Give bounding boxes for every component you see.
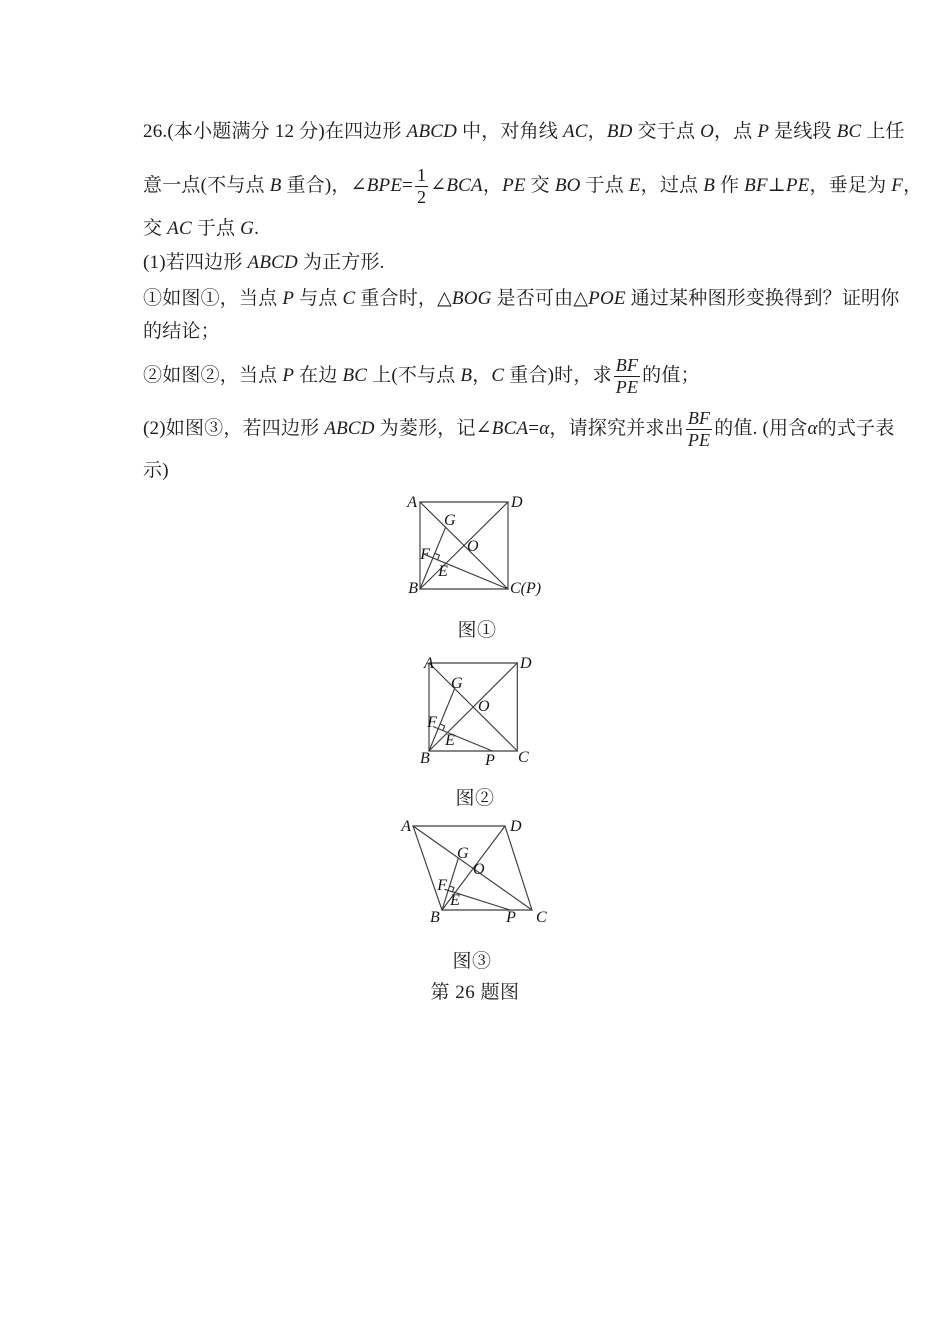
fraction-denominator: PE (615, 376, 639, 397)
point-label-g: G (444, 512, 456, 529)
figure-3-caption: 图③ (452, 951, 492, 972)
line8-text-post: 的值. (用含α的式子表 (714, 418, 895, 440)
fraction-denominator: 2 (417, 186, 427, 207)
fraction-one-half (415, 166, 428, 207)
point-label-b: B (430, 909, 440, 926)
problem-line-2 (143, 161, 922, 211)
point-label-g: G (451, 675, 463, 692)
fraction-numerator: BF (615, 354, 639, 375)
fraction-numerator: BF (687, 407, 711, 428)
figure-3-diagram (390, 815, 570, 930)
line2-text-post: ∠BCA，PE 交 BO 于点 E，过点 B 作 BF⊥PE，垂足为 F， (430, 175, 923, 197)
part1-heading: (1)若四边形 ABCD 为正方形. (143, 252, 385, 273)
part2-continuation: 示) (143, 460, 169, 481)
problem-line-3: 交 AC 于点 G. (143, 218, 260, 239)
fraction-numerator: 1 (417, 164, 427, 185)
figure-2-diagram (405, 650, 580, 775)
line8-text-pre: (2)如图③，若四边形 ABCD 为菱形，记∠BCA=α，请探究并求出 (143, 418, 684, 440)
line2-text-pre: 意一点(不与点 B 重合)，∠BPE= (143, 175, 414, 197)
point-label-f: F (420, 546, 430, 563)
point-label-c: C (518, 749, 529, 766)
fraction-bf-pe (614, 356, 640, 397)
problem-line-1: 26.(本小题满分 12 分)在四边形 ABCD 中，对角线 AC，BD 交于点 O，点 P 是线段 BC 上任 (143, 121, 905, 142)
point-label-d: D (520, 655, 532, 672)
point-label-c: C (536, 909, 547, 926)
point-label-d: D (511, 494, 523, 511)
point-label-o: O (473, 861, 485, 878)
point-label-g: G (457, 845, 469, 862)
point-label-c-p: C(P) (510, 580, 542, 597)
point-label-d: D (510, 818, 522, 835)
point-label-p: P (485, 752, 495, 769)
figure-1-diagram (400, 490, 580, 605)
fraction-bf-pe (686, 409, 712, 450)
point-label-b: B (420, 750, 430, 767)
line7-text-post: 的值； (642, 365, 700, 387)
point-label-f: F (437, 877, 447, 894)
point-label-e: E (445, 732, 455, 749)
segment-pe (433, 727, 492, 751)
part1-sub2-line (143, 351, 700, 401)
point-label-e: E (450, 892, 460, 909)
point-label-a: A (424, 655, 434, 672)
point-label-p: P (506, 909, 516, 926)
line7-text-pre: ②如图②，当点 P 在边 BC 上(不与点 B，C 重合)时，求 (143, 365, 612, 387)
point-label-f: F (427, 714, 437, 731)
part1-sub1-continuation: 的结论； (143, 321, 220, 342)
point-label-b: B (408, 580, 418, 597)
point-label-e: E (438, 563, 448, 580)
fraction-denominator: PE (687, 429, 711, 450)
part2-line (143, 404, 894, 454)
segment-pe (423, 554, 508, 589)
figure-1-caption: 图① (457, 620, 497, 641)
point-label-o: O (478, 698, 490, 715)
part1-sub1-line: ①如图①，当点 P 与点 C 重合时，△BOG 是否可由△POE 通过某种图形变换得到？证明你 (143, 288, 900, 309)
figures-group-caption: 第 26 题图 (430, 982, 520, 1003)
point-label-a: A (401, 818, 411, 835)
point-label-a: A (407, 494, 417, 511)
figure-2-caption: 图② (455, 788, 495, 809)
point-label-o: O (467, 538, 479, 555)
